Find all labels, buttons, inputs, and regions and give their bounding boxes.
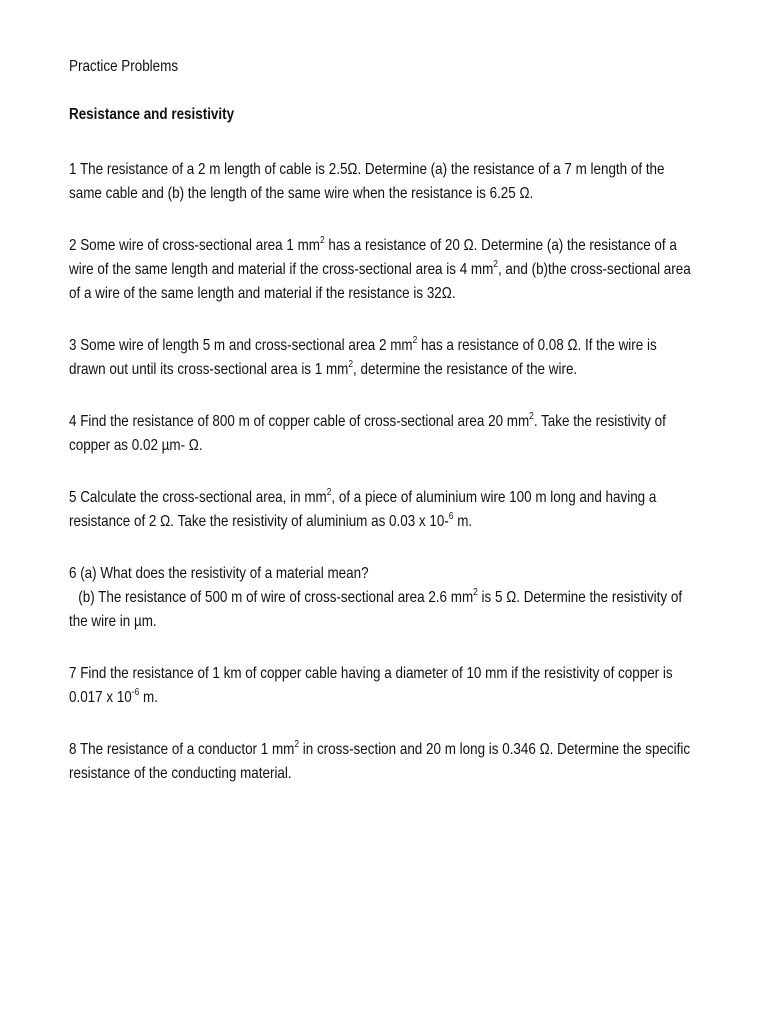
problem-line: the wire in µm.	[69, 613, 157, 630]
problem-1	[69, 158, 699, 206]
problem-5	[69, 486, 699, 534]
problem-3	[69, 334, 699, 382]
problem-line: of a wire of the same length and material if the resistance is 32Ω.	[69, 285, 456, 302]
problem-line: wire of the same length and material if the cross-sectional area is 4 $mm^2$, and (b)the cross-sectional area	[69, 259, 691, 278]
problem-8	[69, 738, 699, 786]
superscript: 2	[326, 487, 332, 498]
superscript: -6	[131, 687, 140, 698]
problem-line: 0.017 x $10^{-6}$ m.	[69, 687, 158, 706]
document-body	[69, 56, 699, 786]
superscript: 2	[493, 259, 498, 270]
problem-line: 2 Some wire of cross-sectional area 1 $mm^2$ has a resistance of 20 Ω. Determine (a) the resistance of a	[69, 235, 677, 254]
problem-line: 4 Find the resistance of 800 m of copper cable of cross-sectional area 20 $mm^2$. Take the resistivity of	[69, 411, 666, 430]
superscript: 2	[473, 587, 478, 598]
superscript: 2	[348, 359, 354, 370]
problem-7	[69, 662, 699, 710]
problem-line: (b) The resistance of 500 m of wire of cross-sectional area 2.6 $mm^2$ is 5 Ω. Determine the resistivity of	[78, 587, 683, 606]
section-heading: Resistance and resistivity	[69, 106, 235, 123]
problem-line: 5 Calculate the cross-sectional area, in $mm^2$, of a piece of aluminium wire 100 m long and having a	[69, 487, 657, 506]
problem-line: copper as 0.02 µm- Ω.	[69, 437, 203, 454]
problem-line: 8 The resistance of a conductor 1 $mm^2$ in cross-section and 20 m long is 0.346 Ω. Determine the specific	[69, 739, 691, 758]
superscript: 2	[319, 235, 325, 246]
problem-line: 1 The resistance of a 2 m length of cable is 2.5Ω. Determine (a) the resistance of a 7 m length of the	[69, 161, 665, 178]
problem-line: 7 Find the resistance of 1 km of copper cable having a diameter of 10 mm if the resistivity of copper is	[69, 665, 673, 682]
document-page	[69, 56, 699, 786]
problem-line: same cable and (b) the length of the same wire when the resistance is 6.25 Ω.	[69, 185, 534, 202]
problem-2	[69, 234, 699, 306]
superscript: 2	[529, 411, 534, 422]
problem-line: drawn out until its cross-sectional area is 1 $mm^2$, determine the resistance of the wire.	[69, 359, 578, 378]
problem-6	[69, 562, 699, 634]
superscript: 2	[294, 739, 300, 750]
problem-line: 3 Some wire of length 5 m and cross-sectional area 2 $mm^2$ has a resistance of 0.08 Ω. If the wire is	[69, 335, 657, 354]
problem-line: resistance of 2 Ω. Take the resistivity of aluminium as 0.03 x 10-$^6$ m.	[69, 511, 473, 530]
document-title: Practice Problems	[69, 58, 179, 75]
problem-4	[69, 410, 699, 458]
superscript: 6	[448, 511, 454, 522]
problem-line: 6 (a) What does the resistivity of a material mean?	[69, 565, 369, 582]
problem-line: resistance of the conducting material.	[69, 765, 292, 782]
problem-list	[69, 158, 699, 786]
superscript: 2	[412, 335, 418, 346]
